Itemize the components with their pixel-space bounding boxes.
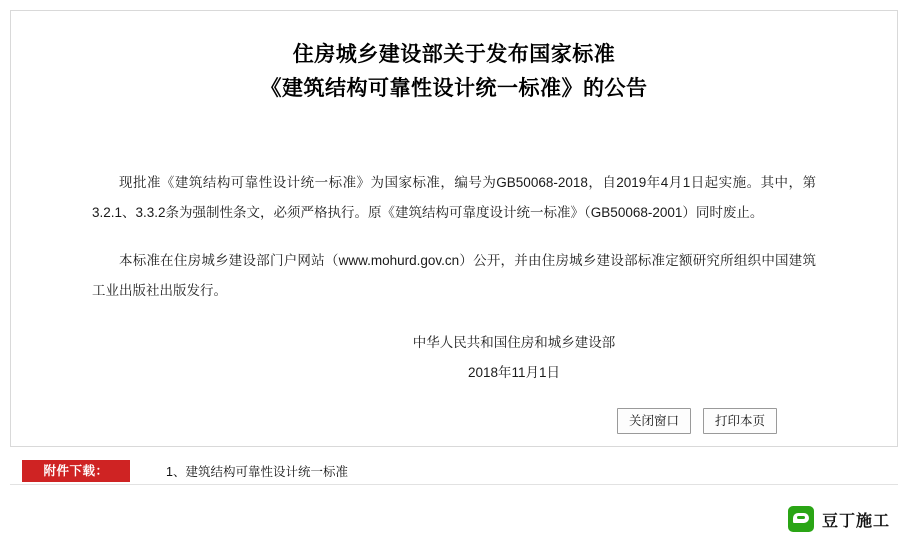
print-page-button[interactable]: 打印本页 (703, 408, 777, 434)
signature-date: 2018年11月1日 (467, 365, 561, 380)
action-buttons (617, 408, 777, 434)
divider-middle (10, 446, 898, 447)
paragraph: 现批准《建筑结构可靠性设计统一标准》为国家标准，编号为GB50068-2018，自2019年4月1日起实施。其中，第3.2.1、3.3.2条为强制性条文，必须严格执行。原《建筑结构可靠度设计统一标准》（GB50068-2001）同时废止。 (92, 175, 816, 220)
attachment-row (22, 459, 882, 483)
footer-brand (788, 506, 890, 532)
attachment-badge: 附件下载： (22, 460, 130, 482)
document-body (11, 11, 897, 445)
paragraph: 本标准在住房城乡建设部门户网站（www.mohurd.gov.cn）公开，并由住房城乡建设部标准定额研究所组织中国建筑工业出版社出版发行。 (92, 253, 816, 298)
wechat-icon (788, 506, 814, 532)
divider-right (897, 10, 898, 446)
page-title (11, 38, 897, 106)
attachment-link[interactable]: 1、建筑结构可靠性设计统一标准 (166, 465, 348, 479)
page-title-line-2: 《建筑结构可靠性设计统一标准》的公告 (260, 77, 648, 100)
brand-name: 豆丁施工 (821, 512, 890, 530)
document-text (92, 168, 816, 306)
close-window-button[interactable]: 关闭窗口 (617, 408, 691, 434)
signature-organization: 中华人民共和国住房和城乡建设部 (412, 335, 616, 350)
page-title-line-1: 住房城乡建设部关于发布国家标准 (292, 43, 616, 66)
divider-bottom (10, 484, 898, 485)
signature-block (92, 328, 816, 388)
